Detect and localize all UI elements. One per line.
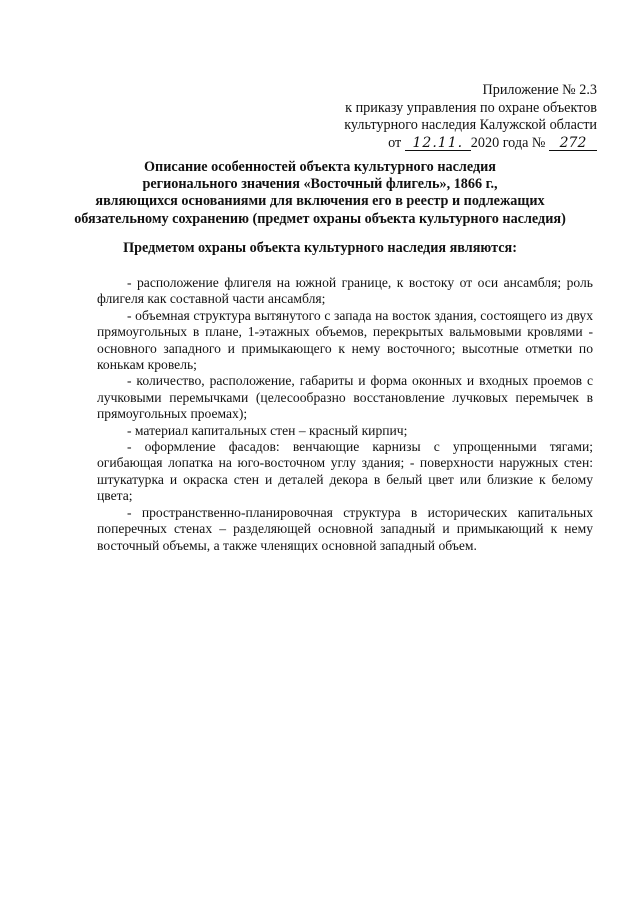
protection-items-list — [97, 275, 593, 554]
title-line-3: являющихся основаниями для включения его в реестр и подлежащих — [95, 193, 545, 210]
handwritten-order-number: 272 — [549, 136, 597, 151]
appendix-header — [344, 82, 597, 152]
appendix-authority: культурного наследия Калужской области — [344, 117, 597, 133]
paragraph: - количество, расположение, габариты и форма оконных и входных проемов с лучковыми перемычками (целесообразно восстановление лучковых перемычек в прямоугольных проемах); — [97, 373, 593, 422]
appendix-date-line — [344, 135, 597, 153]
document-title — [40, 159, 600, 228]
paragraph: - расположение флигеля на южной границе, к востоку от оси ансамбля; роль флигеля как составной части ансамбля; — [97, 275, 593, 307]
paragraph: - материал капитальных стен – красный кирпич; — [127, 422, 408, 438]
appendix-order-ref: к приказу управления по охране объектов — [345, 99, 597, 116]
paragraph: - пространственно-планировочная структура в исторических капитальных поперечных стенах – разделяющей основной западный и примыкающий к нему восточный объемы, а также членящих основной западный объем. — [97, 504, 593, 553]
title-line-1: Описание особенностей объекта культурного наследия — [144, 159, 496, 175]
paragraph: - объемная структура вытянутого с запада на восток здания, состоящего из двух прямоугольных в плане, 1-этажных объемов, перекрытых вальмовыми кровлями - основного западного и примыкающего к нему восточного; высотные отметки по конькам кровель; — [97, 307, 593, 373]
appendix-number: Приложение № 2.3 — [482, 82, 597, 98]
title-line-2: регионального значения «Восточный флигель», 1866 г., — [142, 176, 498, 193]
paragraph: - оформление фасадов: венчающие карнизы с упрощенными тягами; огибающая лопатка на юго-восточном углу здания; - поверхности наружных стен: штукатурка и окраска стен и деталей декора в белый цвет или близкие к белому цвета; — [97, 439, 593, 504]
date-prefix: от — [388, 134, 402, 151]
title-line-4: обязательному сохранению (предмет охраны объекта культурного наследия) — [74, 210, 566, 227]
handwritten-date: 12.11. — [405, 136, 471, 151]
section-heading: Предметом охраны объекта культурного наследия являются: — [123, 240, 517, 256]
year-text: 2020 года № — [470, 134, 546, 151]
